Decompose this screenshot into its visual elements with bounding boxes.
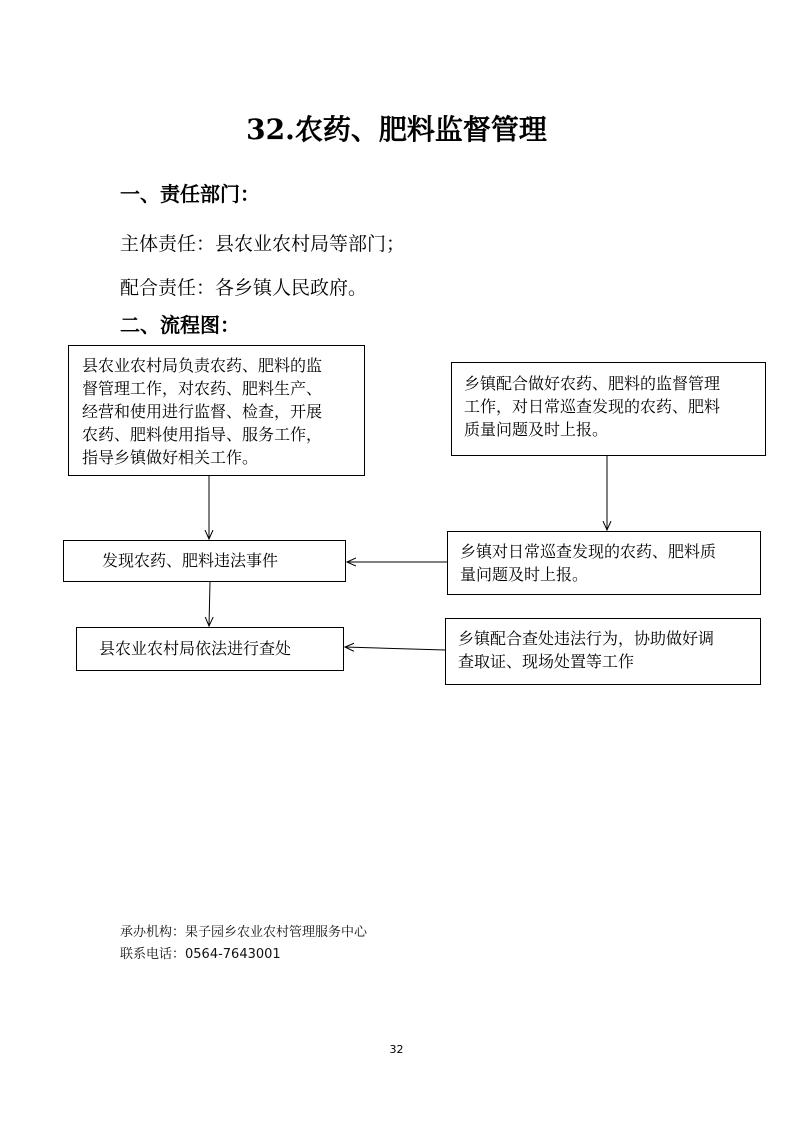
flow-box-line: 查取证、现场处置等工作 [458,652,635,671]
flow-box-line: 指导乡镇做好相关工作。 [82,448,259,467]
flow-box-line: 质量问题及时上报。 [464,420,609,439]
arrow-assist-to-handle [345,647,445,650]
flow-box-label: 发现农药、肥料违法事件 [102,551,279,570]
arrow-discover-to-handle [209,582,210,626]
flow-box-line: 县农业农村局负责农药、肥料的监 [82,356,323,375]
flow-box-line: 量问题及时上报。 [460,565,589,584]
flow-box-line: 农药、肥料使用指导、服务工作， [82,425,323,444]
section-heading-departments: 一、责任部门： [120,182,260,206]
flow-box-line: 督管理工作，对农药、肥料生产、 [82,379,323,398]
footer-phone: 联系电话：0564-7643001 [120,947,281,962]
flow-box-line: 乡镇配合查处违法行为，协助做好调 [458,629,715,648]
page-number: 32 [389,1043,404,1056]
flow-box-line: 经营和使用进行监督、检查，开展 [82,402,323,421]
main-responsibility-text: 主体责任：县农业农村局等部门； [120,233,406,255]
footer-organizer: 承办机构：果子园乡农业农村管理服务中心 [120,925,368,940]
flow-box-line: 乡镇配合做好农药、肥料的监督管理 [464,374,721,393]
flow-box-line: 工作，对日常巡查发现的农药、肥料 [464,397,721,416]
flow-box-line: 乡镇对日常巡查发现的农药、肥料质 [460,542,717,561]
section-heading-flowchart: 二、流程图： [120,313,240,337]
flow-box-label: 县农业农村局依法进行查处 [99,639,292,658]
page-title: 32.农药、肥料监督管理 [246,113,547,146]
cooperating-responsibility-text: 配合责任：各乡镇人民政府。 [120,277,368,299]
